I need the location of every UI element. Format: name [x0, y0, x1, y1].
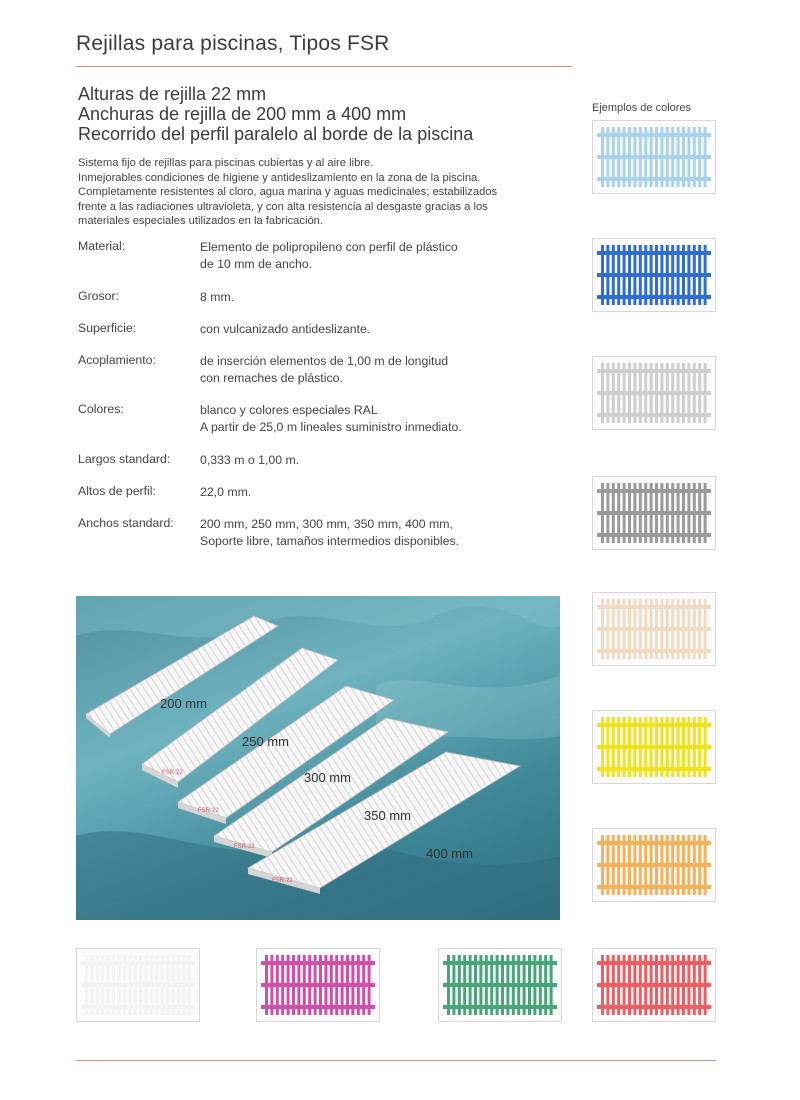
swatch-crossbar	[597, 605, 711, 609]
swatch-crossbar	[597, 533, 711, 537]
swatch-crossbar	[597, 649, 711, 653]
intro-line: Inmejorables condiciones de higiene y antideslizamiento en la zona de la piscina.	[78, 171, 481, 184]
swatch-crossbar	[81, 961, 195, 965]
spec-value-line: 0,333 m o 1,00 m.	[200, 453, 300, 467]
subtitle-line: Anchuras de rejilla de 200 mm a 400 mm	[78, 104, 407, 124]
panels-illustration	[76, 596, 560, 920]
subtitle	[78, 84, 473, 144]
color-swatch	[592, 828, 716, 902]
spec-label: Acoplamiento:	[78, 353, 156, 367]
spec-value	[200, 353, 448, 387]
spec-value-line: de 10 mm de ancho.	[200, 257, 313, 271]
product-photo	[76, 596, 560, 920]
spec-row-altos	[78, 484, 251, 501]
swatch-crossbar	[261, 983, 375, 987]
swatch-crossbar	[597, 627, 711, 631]
color-swatch	[438, 948, 562, 1022]
color-swatch	[592, 476, 716, 550]
color-swatch	[592, 592, 716, 666]
swatch-crossbar	[597, 489, 711, 493]
swatch-crossbar	[597, 273, 711, 277]
spec-label: Colores:	[78, 402, 124, 416]
swatch-crossbar	[597, 723, 711, 727]
spec-value	[200, 321, 370, 338]
intro-line: Completamente resistentes al cloro, agua marina y aguas medicinales; estabilizados	[78, 186, 498, 198]
spec-value-line: con remaches de plástico.	[200, 371, 343, 385]
spec-row-grosor	[78, 289, 234, 306]
color-swatch	[76, 948, 200, 1022]
size-label-400: 400 mm	[426, 846, 473, 861]
spec-value	[200, 239, 458, 273]
title-rule	[76, 66, 572, 67]
color-swatch	[592, 710, 716, 784]
spec-value-line: 200 mm, 250 mm, 300 mm, 350 mm, 400 mm,	[200, 517, 453, 531]
swatch-crossbar	[597, 369, 711, 373]
subtitle-line: Recorrido del perfil paralelo al borde de la piscina	[78, 124, 474, 144]
spec-value-line: blanco y colores especiales RAL	[200, 403, 378, 417]
swatch-crossbar	[597, 841, 711, 845]
spec-value	[200, 452, 299, 469]
panel-mark: FSR-22	[234, 844, 255, 850]
spec-value	[200, 516, 459, 550]
panel-mark: FSR-22	[198, 808, 219, 814]
swatch-crossbar	[597, 1005, 711, 1009]
spec-value-line: 22,0 mm.	[200, 485, 252, 499]
spec-row-acoplamiento	[78, 353, 448, 387]
color-swatch	[592, 948, 716, 1022]
spec-label: Grosor:	[78, 289, 119, 303]
swatch-crossbar	[261, 961, 375, 965]
swatch-crossbar	[597, 767, 711, 771]
color-swatch	[592, 238, 716, 312]
swatch-crossbar	[597, 863, 711, 867]
size-label-350: 350 mm	[364, 808, 411, 823]
swatch-crossbar	[597, 251, 711, 255]
swatch-crossbar	[597, 391, 711, 395]
swatch-crossbar	[81, 983, 195, 987]
spec-row-colores	[78, 402, 462, 436]
spec-row-anchos	[78, 516, 459, 550]
intro-line: frente a las radiaciones ultravioleta, y con alta resistencia al desgaste gracias a los	[78, 200, 488, 213]
swatch-crossbar	[597, 885, 711, 889]
spec-row-material	[78, 239, 458, 273]
spec-value	[200, 402, 462, 436]
spec-label: Material:	[78, 239, 126, 253]
swatch-crossbar	[443, 961, 557, 965]
spec-label: Altos de perfil:	[78, 484, 156, 498]
page-title: Rejillas para piscinas, Tipos FSR	[76, 32, 390, 55]
swatch-crossbar	[261, 1005, 375, 1009]
swatch-crossbar	[443, 983, 557, 987]
color-swatch	[592, 120, 716, 194]
panel-mark: FSR-22	[162, 770, 183, 776]
size-label-200: 200 mm	[160, 696, 207, 711]
swatch-crossbar	[443, 1005, 557, 1009]
spec-value	[200, 289, 234, 306]
swatch-crossbar	[597, 413, 711, 417]
swatch-crossbar	[597, 177, 711, 181]
spec-row-superficie	[78, 321, 370, 338]
color-swatch	[592, 356, 716, 430]
spec-value-line: Soporte libre, tamaños intermedios disponibles.	[200, 534, 460, 548]
swatch-crossbar	[597, 983, 711, 987]
intro-paragraph	[78, 156, 568, 229]
spec-label: Anchos standard:	[78, 516, 174, 530]
swatch-crossbar	[597, 133, 711, 137]
swatch-crossbar	[597, 745, 711, 749]
spec-label: Largos standard:	[78, 452, 171, 466]
spec-value-line: con vulcanizado antideslizante.	[200, 322, 371, 336]
color-examples-title: Ejemplos de colores	[592, 102, 692, 114]
spec-value-line: Elemento de polipropileno con perfil de plástico	[200, 240, 458, 254]
spec-value-line: A partir de 25,0 m lineales suministro inmediato.	[200, 420, 462, 434]
size-label-250: 250 mm	[242, 734, 289, 749]
spec-value-line: 8 mm.	[200, 290, 235, 304]
footer-rule	[76, 1060, 716, 1061]
panel-mark: FSR-22	[272, 878, 293, 884]
spec-row-largos	[78, 452, 299, 469]
swatch-crossbar	[597, 511, 711, 515]
intro-line: Sistema fijo de rejillas para piscinas cubiertas y al aire libre.	[78, 157, 374, 169]
color-swatch	[256, 948, 380, 1022]
spec-value-line: de inserción elementos de 1,00 m de longitud	[200, 354, 449, 368]
swatch-crossbar	[597, 155, 711, 159]
swatch-crossbar	[597, 961, 711, 965]
size-label-300: 300 mm	[304, 770, 351, 785]
spec-label: Superficie:	[78, 321, 137, 335]
intro-line: materiales especiales utilizados en la fabricación.	[78, 215, 324, 227]
subtitle-line: Alturas de rejilla 22 mm	[78, 84, 267, 104]
swatch-crossbar	[81, 1005, 195, 1009]
swatch-crossbar	[597, 295, 711, 299]
spec-value	[200, 484, 251, 501]
